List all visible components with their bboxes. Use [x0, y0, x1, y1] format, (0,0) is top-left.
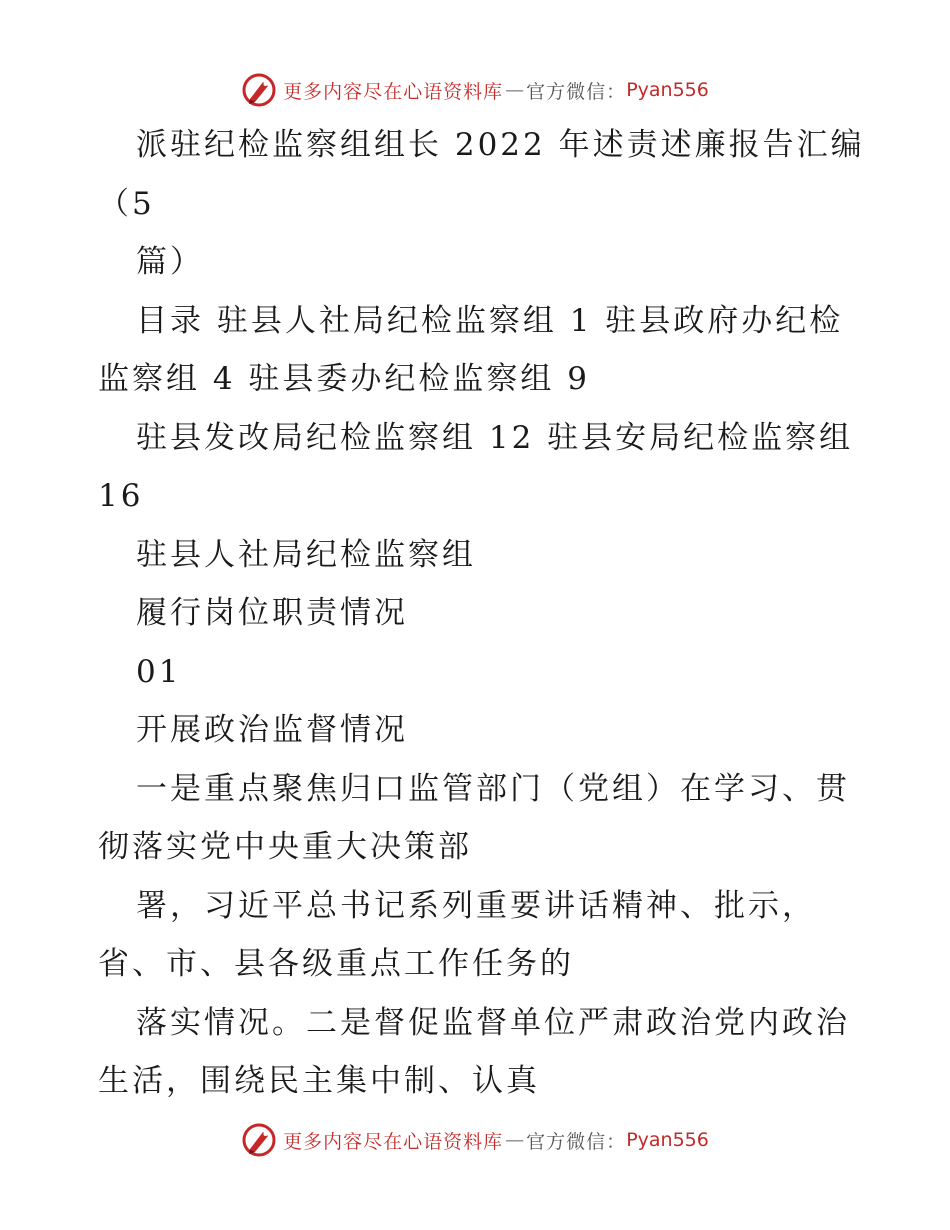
subsection-heading: 开展政治监督情况 — [136, 712, 408, 748]
document-line: （5 — [98, 185, 155, 222]
pen-in-circle-logo-icon — [241, 1122, 277, 1158]
watermark-wechat-id: Pyan556 — [626, 79, 709, 101]
table-of-contents-line: 16 — [98, 478, 144, 514]
pen-in-circle-logo-icon — [241, 72, 277, 108]
watermark-brand-text: 更多内容尽在心语资料库 — [283, 80, 504, 103]
paragraph-line: 一是重点聚焦归口监管部门（党组）在学习、贯 — [136, 770, 850, 807]
document-line: 篇） — [136, 244, 204, 280]
document-body — [98, 116, 865, 1111]
paragraph-line: 彻落实党中央重大决策部 — [98, 829, 472, 865]
paragraph-line: 署，习近平总书记系列重要讲话精神、批示， — [136, 887, 816, 924]
watermark-separator: — — [505, 79, 525, 101]
section-heading: 驻县人社局纪检监察组 — [136, 536, 476, 573]
table-of-contents-line: 监察组 4 驻县委办纪检监察组 9 — [98, 361, 591, 397]
watermark-brand-text: 更多内容尽在心语资料库 — [283, 1130, 504, 1153]
watermark-official-label: 官方微信： — [526, 80, 627, 103]
section-number: 01 — [136, 653, 182, 690]
table-of-contents-line: 目录 驻县人社局纪检监察组 1 驻县政府办纪检 — [136, 302, 844, 339]
header-watermark — [0, 68, 950, 112]
footer-watermark — [0, 1118, 950, 1162]
paragraph-line: 生活，围绕民主集中制、认真 — [98, 1063, 540, 1099]
watermark-wechat-id: Pyan556 — [626, 1129, 709, 1151]
paragraph-line: 省、市、县各级重点工作任务的 — [98, 946, 574, 982]
paragraph-line: 落实情况。二是督促监督单位严肃政治党内政治 — [136, 1004, 850, 1041]
table-of-contents-line: 驻县发改局纪检监察组 12 驻县安局纪检监察组 — [136, 419, 854, 456]
subsection-heading: 履行岗位职责情况 — [136, 595, 408, 631]
document-title: 派驻纪检监察组组长 2022 年述责述廉报告汇编 — [136, 127, 865, 163]
watermark-separator: — — [505, 1129, 525, 1151]
watermark-official-label: 官方微信： — [526, 1130, 627, 1153]
